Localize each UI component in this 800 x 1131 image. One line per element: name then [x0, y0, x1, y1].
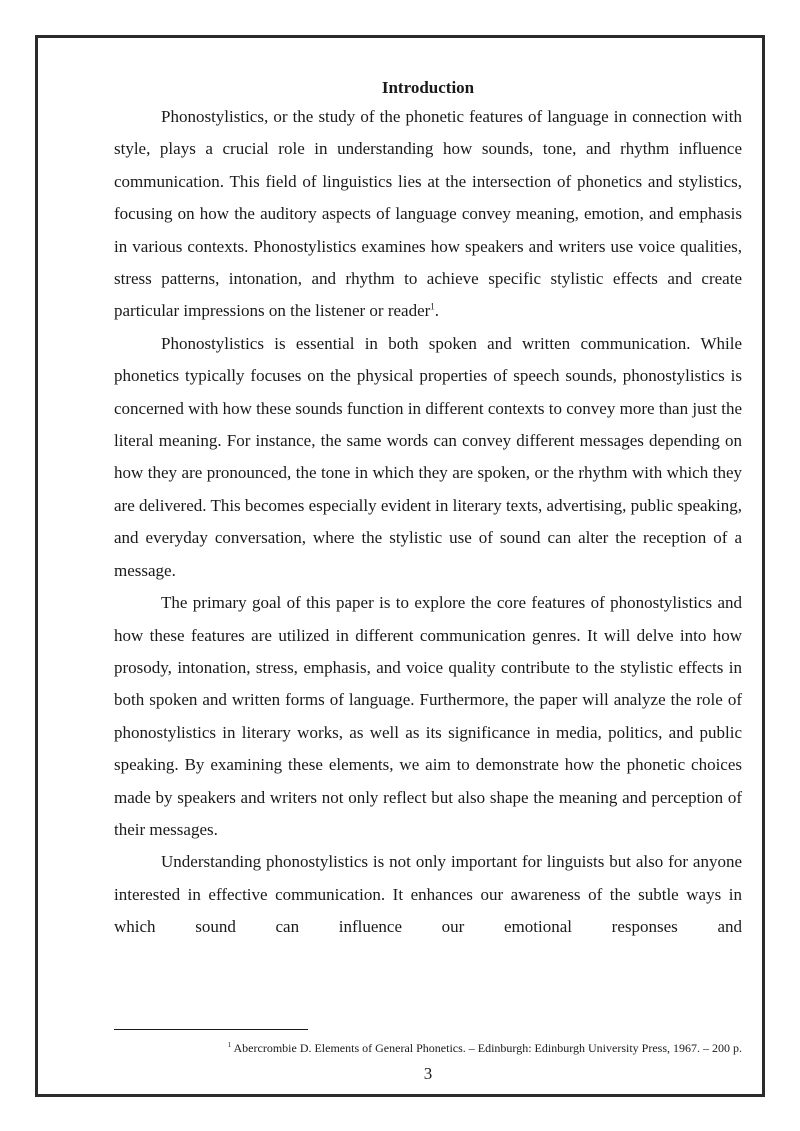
paragraph-3: The primary goal of this paper is to explore the core features of phonostylistics and how these features are utilized in different communication genres. It will delve into how prosody, intonation, stress, emphasis, and voice quality contribute to the stylistic effects in both spoken and written forms of language. Furthermore, the paper will analyze the role of phonostylistics in literary works, as well as its significance in media, politics, and public speaking. By examining these elements, we aim to demonstrate how the phonetic choices made by speakers and writers not only reflect but also shape the meaning and perception of their messages. — [114, 593, 742, 839]
footnote-marker: 1 — [227, 1041, 232, 1049]
paragraph-4: Understanding phonostylistics is not only important for linguists but also for anyone interested in effective communication. It enhances our awareness of the subtle ways in which sound can influence our emotional responses and — [114, 852, 742, 937]
paragraph-2: Phonostylistics is essential in both spoken and written communication. While phonetics typically focuses on the physical properties of speech sounds, phonostylistics is concerned with how these sounds function in different contexts to convey more than just the literal meaning. For instance, the same words can convey different messages depending on how they are pronounced, the tone in which they are spoken, or the rhythm with which they are delivered. This becomes especially evident in literary texts, advertising, public speaking, and everyday conversation, where the stylistic use of sound can alter the reception of a message. — [114, 333, 743, 580]
paragraph-1-tail: . — [434, 301, 440, 321]
paragraph-1-text: Phonostylistics, or the study of the phonetic features of language in connection with style, plays a crucial role in understanding how sounds, tone, and rhythm influence communication. This field of linguistics lies at the intersection of phonetics and stylistics, focusing on how the auditory aspects of language convey meaning, emotion, and emphasis in various contexts. Phonostylistics examines how speakers and writers use voice qualities, stress patterns, intonation, and rhythm to achieve specific stylistic effects and create particular impressions on the listener or reader — [114, 107, 742, 321]
footnote-reference[interactable]: 1 — [430, 301, 435, 312]
page-content — [114, 74, 742, 944]
page-number: 3 — [423, 1064, 433, 1083]
footnote-separator — [114, 1029, 308, 1030]
section-heading: Introduction — [381, 78, 475, 97]
footnote-text: Abercrombie D. Elements of General Phonetics. – Edinburgh: Edinburgh University Press, 1967. – 200 p. — [231, 1041, 742, 1055]
footnote — [114, 1040, 742, 1056]
paragraph-1 — [114, 101, 742, 328]
